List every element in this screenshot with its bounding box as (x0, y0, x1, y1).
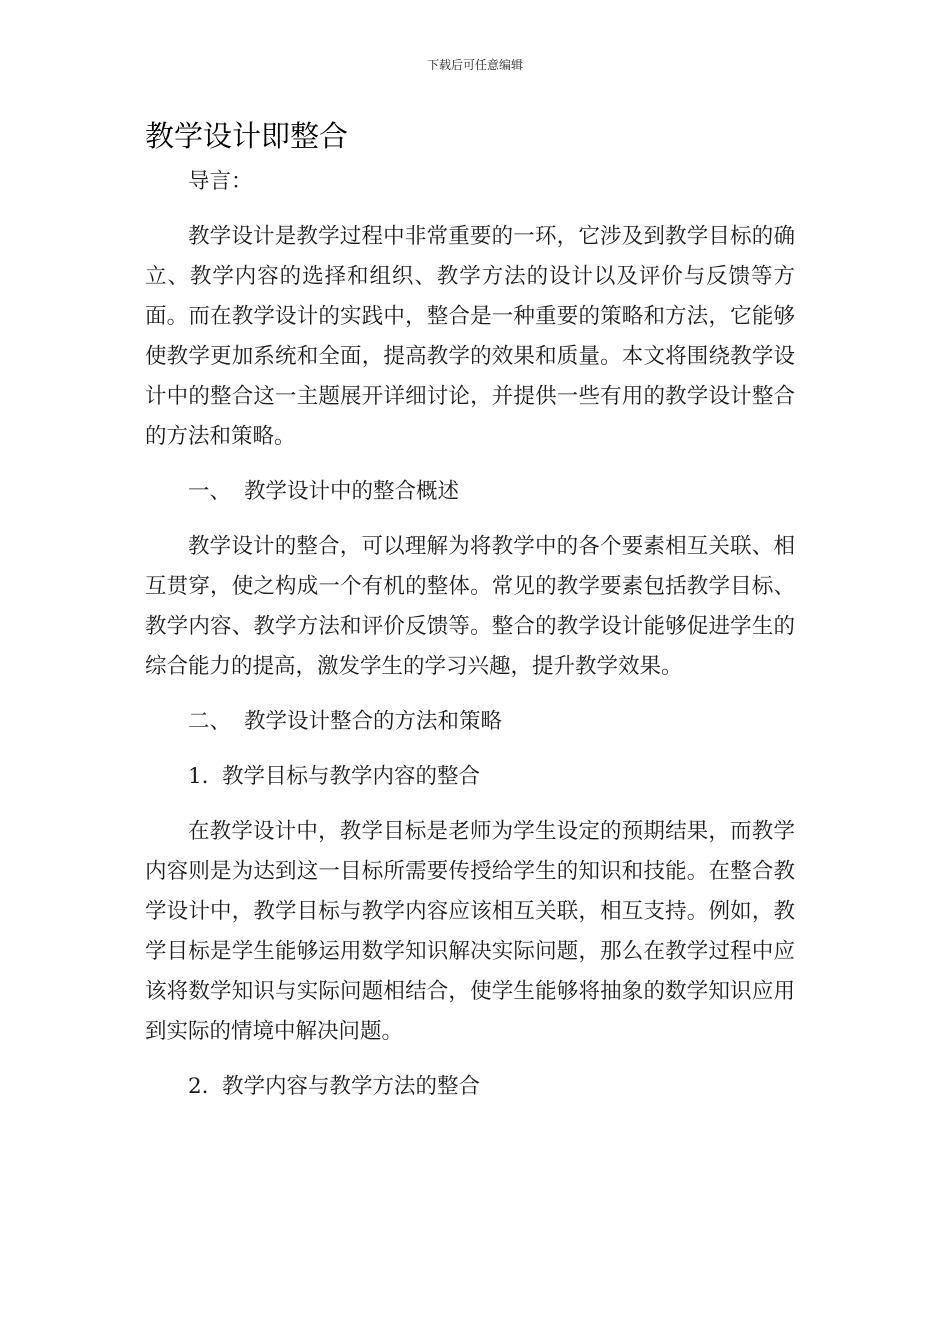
subsection-1-number: 1. (188, 764, 209, 789)
subsection-2-title: 教学内容与教学方法的整合 (222, 1074, 481, 1099)
document-title: 教学设计即整合 (145, 119, 349, 153)
subsection-1-heading (145, 757, 795, 797)
intro-label: 导言： (188, 169, 253, 194)
section-2-title: 教学设计整合的方法和策略 (244, 709, 503, 734)
section-1-title: 教学设计中的整合概述 (244, 479, 460, 504)
subsection-2-number: 2. (188, 1074, 209, 1099)
section-2-number: 二、 (188, 709, 232, 734)
subsection-2-heading (145, 1067, 795, 1107)
section-1-paragraph: 教学设计的整合，可以理解为将教学中的各个要素相互关联、相互贯穿，使之构成一个有机的整体。常见的教学要素包括教学目标、教学内容、教学方法和评价反馈等。整合的教学设计能够促进学生的综合能力的提高，激发学生的学习兴趣，提升教学效果。 (145, 534, 795, 679)
intro-paragraph: 教学设计是教学过程中非常重要的一环，它涉及到教学目标的确立、教学内容的选择和组织、教学方法的设计以及评价与反馈等方面。而在教学设计的实践中，整合是一种重要的策略和方法，它能够使教学更加系统和全面，提高教学的效果和质量。本文将围绕教学设计中的整合这一主题展开详细讨论，并提供一些有用的教学设计整合的方法和策略。 (145, 224, 795, 449)
section-1-number: 一、 (188, 479, 232, 504)
subsection-1-paragraph: 在教学设计中，教学目标是老师为学生设定的预期结果，而教学内容则是为达到这一目标所需要传授给学生的知识和技能。在整合教学设计中，教学目标与教学内容应该相互关联，相互支持。例如，教学目标是学生能够运用数学知识解决实际问题，那么在教学过程中应该将数学知识与实际问题相结合，使学生能够将抽象的数学知识应用到实际的情境中解决问题。 (145, 819, 795, 1044)
document-body (145, 162, 795, 1122)
section-1-heading (145, 472, 795, 512)
page-header-note: 下载后可任意编辑 (426, 58, 523, 72)
subsection-1-title: 教学目标与教学内容的整合 (222, 764, 481, 789)
section-2-heading (145, 702, 795, 742)
